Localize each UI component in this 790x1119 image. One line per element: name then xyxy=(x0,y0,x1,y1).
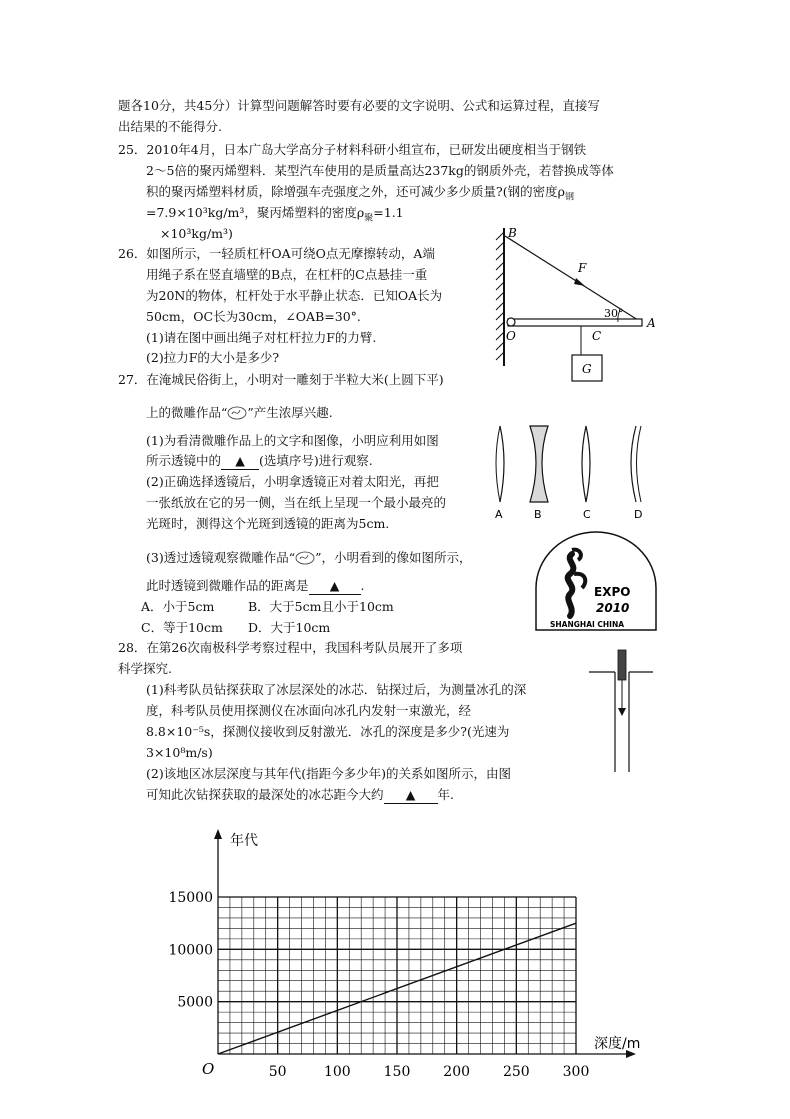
q27-blank-2[interactable]: ▲ xyxy=(309,578,361,595)
laser-arrow-icon xyxy=(618,708,626,716)
intro-line-1: 题各10分，共45分）计算型问题解答时要有必要的文字说明、公式和运算过程，直接写 xyxy=(118,98,600,113)
x-tick-label: 250 xyxy=(502,1064,530,1080)
q27-option-D[interactable]: D．大于10cm xyxy=(248,620,331,635)
x-tick-label: 150 xyxy=(383,1064,411,1080)
force-arrow-icon xyxy=(574,278,585,286)
label-G: G xyxy=(582,362,592,376)
q25-line-5: ×10³kg/m³) xyxy=(160,226,233,241)
q28-line-1: 28．在第26次南极科学考察过程中，我国科考队员展开了多项 xyxy=(118,640,463,655)
q26-line-3: 为20N的物体，杠杆处于水平静止状态．已知OA长为 xyxy=(146,288,443,303)
pivot-icon xyxy=(507,318,515,326)
q28-line-2: 科学探究. xyxy=(118,661,172,676)
depth-age-chart xyxy=(168,830,650,1100)
q27-part-3a: (3)透过透镜观察微雕作品“ ”，小明看到的像如图所示， xyxy=(146,550,472,565)
detector-icon xyxy=(618,650,626,680)
lens-options-figure xyxy=(490,422,660,522)
q28-part-1b: 度，科考队员使用探测仪在冰面向冰孔内发射一束激光，经 xyxy=(146,703,472,718)
lever-diagram xyxy=(488,218,663,388)
label-A: A xyxy=(647,316,656,330)
expo-city: SHANGHAI CHINA xyxy=(550,620,625,629)
q27-option-C[interactable]: C．等于10cm xyxy=(141,620,223,635)
q27-part-2b: 一张纸放在它的另一侧，当在纸上呈现一个最小最亮的 xyxy=(146,495,447,510)
q27-part-1b: 所示透镜中的 ▲ (选填序号)进行观察. xyxy=(146,453,373,468)
q25-line-4: =7.9×10³kg/m³，聚丙烯塑料的密度$\rho_聚=1.1$ xyxy=(146,205,404,224)
label-angle: 30° xyxy=(604,307,624,320)
y-axis-label: 年代 xyxy=(230,833,258,849)
y-axis-arrow-icon xyxy=(214,829,222,839)
expo-year: 2010 xyxy=(596,601,630,615)
lens-b-icon xyxy=(530,426,548,502)
lens-label-D: D xyxy=(634,508,643,521)
q27-line-1: 27．在淹城民俗街上，小明对一雕刻于半粒大米(上圆下平) xyxy=(118,372,444,387)
q26-part-1: (1)请在图中画出绳子对杠杆拉力F的力臂. xyxy=(146,330,377,345)
x-tick-label: 50 xyxy=(268,1064,287,1080)
q28-part-1d: 3×10⁸m/s) xyxy=(146,745,213,760)
q27-part-3c: 此时透镜到微雕作品的距离是 ▲ . xyxy=(146,578,365,593)
label-B: B xyxy=(508,226,517,240)
y-tick-label: 5000 xyxy=(177,994,213,1011)
expo-mascot-icon xyxy=(568,554,574,616)
origin-label: O xyxy=(202,1060,215,1078)
q28-part-1c: 8.8×10⁻⁵s，探测仪接收到反射激光．冰孔的深度是多少?(光速为 xyxy=(146,724,510,739)
q28-part-1a: (1)科考队员钻探获取了冰层深处的冰芯．钻探过后，为测量冰孔的深 xyxy=(146,682,527,697)
label-O: O xyxy=(506,329,516,343)
q25-line-3: 积的聚丙烯塑料材质，除增强车壳强度之外，还可减少多少质量?(钢的密度$\rho_钢$ xyxy=(146,184,574,203)
x-tick-label: 100 xyxy=(323,1064,351,1080)
q27-line-2: 上的微雕作品“ ”产生浓厚兴趣. xyxy=(146,405,333,420)
lens-label-C: C xyxy=(583,508,591,521)
micro-carving-icon xyxy=(227,404,247,420)
y-tick-label: 15000 xyxy=(168,890,213,906)
q28-part-2a: (2)该地区冰层深度与其年代(指距今多少年)的关系如图所示，由图 xyxy=(146,766,511,781)
label-F: F xyxy=(578,261,587,275)
x-tick-label: 300 xyxy=(562,1064,590,1080)
q27-part-2c: 光斑时，测得这个光斑到透镜的距离为5cm. xyxy=(146,516,390,531)
q28-blank[interactable]: ▲ xyxy=(384,787,438,804)
q27-part-1a: (1)为看清微雕作品上的文字和图像，小明应利用如图 xyxy=(146,433,439,448)
q26-part-2: (2)拉力F的大小是多少? xyxy=(146,350,280,365)
q25-line-1: 25．2010年4月，日本广岛大学高分子材料科研小组宣布，已研发出硬度相当于钢铁 xyxy=(118,142,587,157)
y-tick-label: 10000 xyxy=(168,942,213,959)
q27-part-2a: (2)正确选择透镜后，小明拿透镜正对着太阳光，再把 xyxy=(146,474,439,489)
q26-line-4: 50cm，OC长为30cm，∠OAB=30°. xyxy=(146,309,361,324)
label-C: C xyxy=(592,329,602,343)
q27-option-A[interactable]: A．小于5cm xyxy=(141,599,215,614)
q28-part-2b: 可知此次钻探获取的最深处的冰芯距今大约 ▲ 年. xyxy=(146,787,454,802)
q27-blank-1[interactable]: ▲ xyxy=(221,453,259,470)
micro-carving-icon xyxy=(295,549,315,565)
x-axis-label: 深度/m xyxy=(594,1036,641,1052)
lens-label-B: B xyxy=(534,508,542,521)
q26-line-1: 26．如图所示，一轻质杠杆OA可绕O点无摩擦转动，A端 xyxy=(118,246,435,261)
expo-image xyxy=(530,528,662,638)
ice-hole-figure xyxy=(585,648,655,776)
intro-line-2: 出结果的不能得分. xyxy=(118,119,222,134)
q26-line-2: 用绳子系在竖直墙壁的B点，在杠杆的C点悬挂一重 xyxy=(146,267,428,282)
lever-bar xyxy=(508,319,642,326)
q27-option-B[interactable]: B．大于5cm且小于10cm xyxy=(248,599,394,614)
lens-label-A: A xyxy=(495,508,503,521)
expo-title: EXPO xyxy=(594,585,631,599)
q25-line-2: 2～5倍的聚丙烯塑料．某型汽车使用的是质量高达237kg的钢质外壳，若替换成等体 xyxy=(146,163,614,178)
x-tick-label: 200 xyxy=(443,1064,471,1080)
